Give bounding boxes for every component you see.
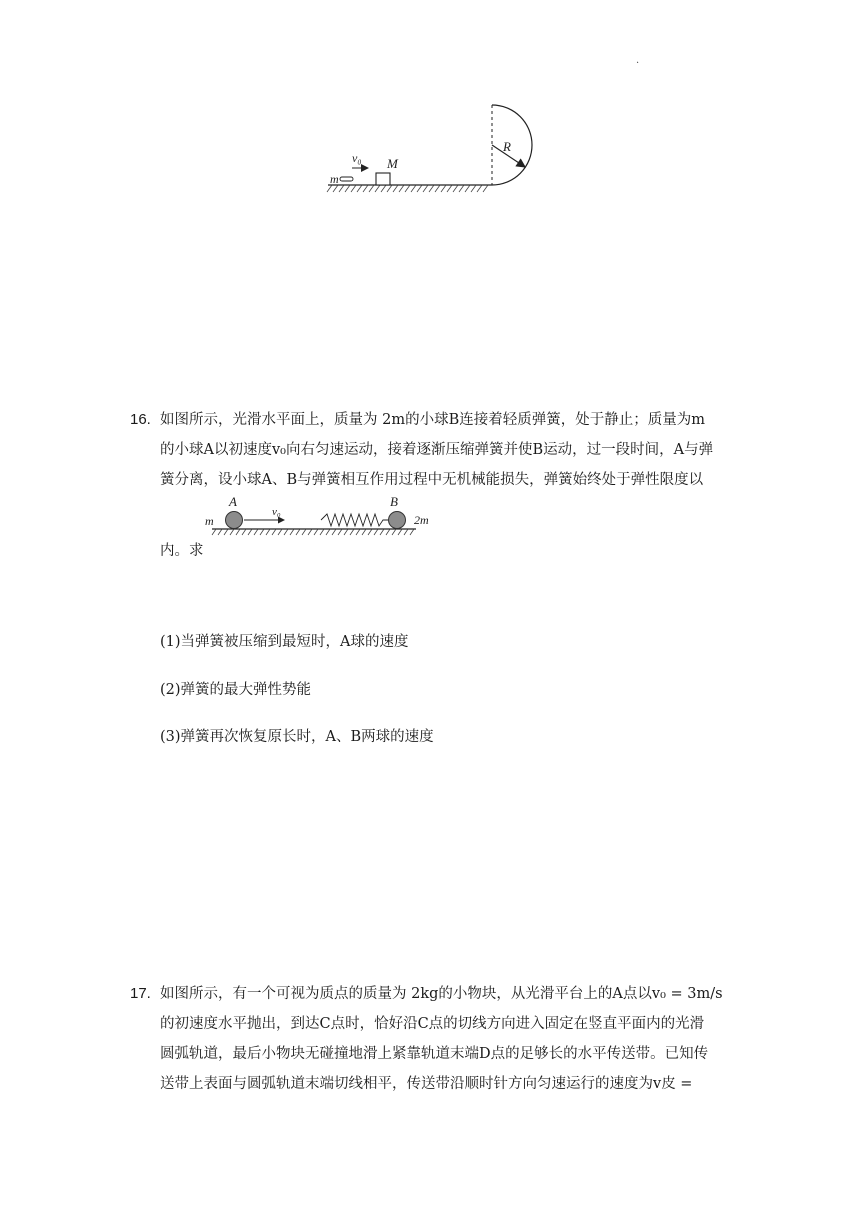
ground-hatch bbox=[327, 185, 488, 192]
question-16-sub-3: (3)弹簧再次恢复原长时，A、B两球的速度 bbox=[160, 729, 434, 745]
question-17-line-2: 的初速度水平抛出，到达C点时，恰好沿C点的切线方向进入固定在竖直平面内的光滑 bbox=[160, 1016, 705, 1032]
figure-spring-balls bbox=[200, 492, 440, 540]
question-17-line-4: 送带上表面与圆弧轨道末端切线相平，传送带沿顺时针方向匀速运行的速度为v皮 = bbox=[160, 1076, 693, 1092]
block-M bbox=[376, 173, 390, 185]
label-2m: 2m bbox=[414, 513, 429, 527]
label-m: m bbox=[205, 514, 214, 528]
floor-hatch bbox=[212, 529, 414, 535]
bullet-m bbox=[340, 177, 353, 181]
label-m: m bbox=[330, 172, 339, 186]
ball-A bbox=[226, 512, 243, 529]
question-16-sub-2: (2)弹簧的最大弹性势能 bbox=[160, 682, 312, 698]
question-16-number: 16. bbox=[130, 411, 151, 428]
question-17-number: 17. bbox=[130, 985, 151, 1002]
question-17-line-3: 圆弧轨道，最后小物块无碰撞地滑上紧靠轨道末端D点的足够长的水平传送带。已知传 bbox=[160, 1046, 709, 1062]
question-16-line-3: 簧分离，设小球A、B与弹簧相互作用过程中无机械能损失，弹簧始终处于弹性限度以 bbox=[160, 472, 704, 488]
question-16-line-2: 的小球A以初速度v₀向右匀速运动，接着逐渐压缩弹簧并使B运动，过一段时间，A与弹 bbox=[160, 442, 714, 458]
question-16-line-1: 如图所示，光滑水平面上，质量为 2m的小球B连接着轻质弹簧，处于静止；质量为m bbox=[160, 412, 705, 428]
label-A: A bbox=[229, 494, 237, 509]
semicircle-track bbox=[492, 105, 532, 185]
question-16-sub-1: (1)当弹簧被压缩到最短时，A球的速度 bbox=[160, 634, 409, 650]
label-R: R bbox=[503, 139, 511, 154]
label-v0: v₀ bbox=[272, 506, 281, 518]
ball-B bbox=[389, 512, 406, 529]
question-17-line-1: 如图所示，有一个可视为质点的质量为 2kg的小物块，从光滑平台上的A点以v₀ = 3m/s bbox=[160, 986, 723, 1002]
label-M: M bbox=[387, 156, 398, 171]
label-B: B bbox=[390, 494, 398, 509]
header-mark: · bbox=[636, 58, 640, 69]
figure-block-loop bbox=[320, 95, 560, 205]
question-16-line-4: 内。求 bbox=[160, 543, 204, 559]
label-v0: v₀ bbox=[352, 151, 362, 165]
spring bbox=[321, 514, 388, 526]
